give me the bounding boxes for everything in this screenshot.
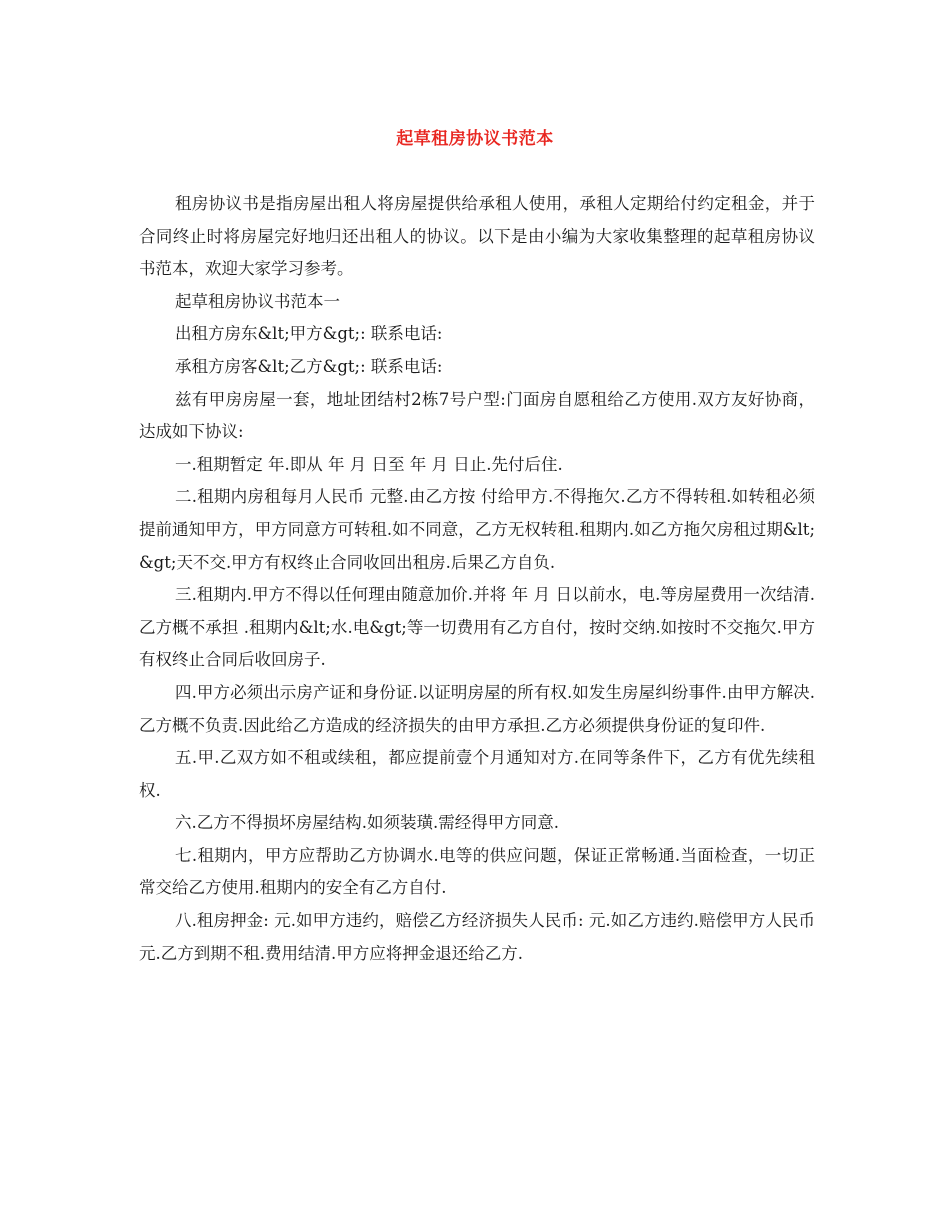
paragraph-section-heading: 起草租房协议书范本一 bbox=[175, 291, 340, 311]
paragraph-landlord: 出租方房东&lt;甲方&gt;: 联系电话: bbox=[175, 324, 443, 344]
clause-6: 六.乙方不得损坏房屋结构.如须装璜.需经得甲方同意. bbox=[175, 813, 559, 833]
clause-2: 二.租期内房租每月人民币 元整.由乙方按 付给甲方.不得拖欠.乙方不得转租.如转租必须提前通知甲方，甲方同意方可转租.如不同意，乙方无权转租.租期内.如乙方拖欠房租过期&lt; &gt;天不交.甲方有权终止合同收回出租房.后果乙方自负. bbox=[139, 487, 815, 572]
document-body bbox=[139, 188, 815, 970]
clause-1: 一.租期暂定 年.即从 年 月 日至 年 月 日止.先付后住. bbox=[175, 454, 563, 474]
paragraph-tenant: 承租方房客&lt;乙方&gt;: 联系电话: bbox=[175, 356, 443, 376]
clause-4: 四.甲方必须出示房产证和身份证.以证明房屋的所有权.如发生房屋纠纷事件.由甲方解决.乙方概不负责.因此给乙方造成的经济损失的由甲方承担.乙方必须提供身份证的复印件. bbox=[139, 682, 815, 735]
document-title: 起草租房协议书范本 bbox=[396, 129, 554, 149]
paragraph-property: 兹有甲房房屋一套，地址团结村2栋7号户型:门面房自愿租给乙方使用.双方友好协商，达成如下协议: bbox=[139, 389, 815, 442]
paragraph-intro: 租房协议书是指房屋出租人将房屋提供给承租人使用，承租人定期给付约定租金，并于合同终止时将房屋完好地归还出租人的协议。以下是由小编为大家收集整理的起草租房协议书范本，欢迎大家学习参考。 bbox=[139, 194, 815, 279]
clause-7: 七.租期内，甲方应帮助乙方协调水.电等的供应问题，保证正常畅通.当面检查，一切正常交给乙方使用.租期内的安全有乙方自付. bbox=[139, 845, 815, 898]
clause-5: 五.甲.乙双方如不租或续租，都应提前壹个月通知对方.在同等条件下，乙方有优先续租权. bbox=[139, 748, 815, 800]
clause-8: 八.租房押金: 元.如甲方违约，赔偿乙方经济损失人民币: 元.如乙方违约.赔偿甲方人民币 元.乙方到期不租.费用结清.甲方应将押金退还给乙方. bbox=[139, 911, 815, 963]
clause-3: 三.租期内.甲方不得以任何理由随意加价.并将 年 月 日以前水，电.等房屋费用一次结清.乙方概不承担 .租期内&lt;水.电&gt;等一切费用有乙方自付，按时交纳.如按时不交拖欠.甲方有权终止合同后收回房子. bbox=[139, 585, 815, 670]
